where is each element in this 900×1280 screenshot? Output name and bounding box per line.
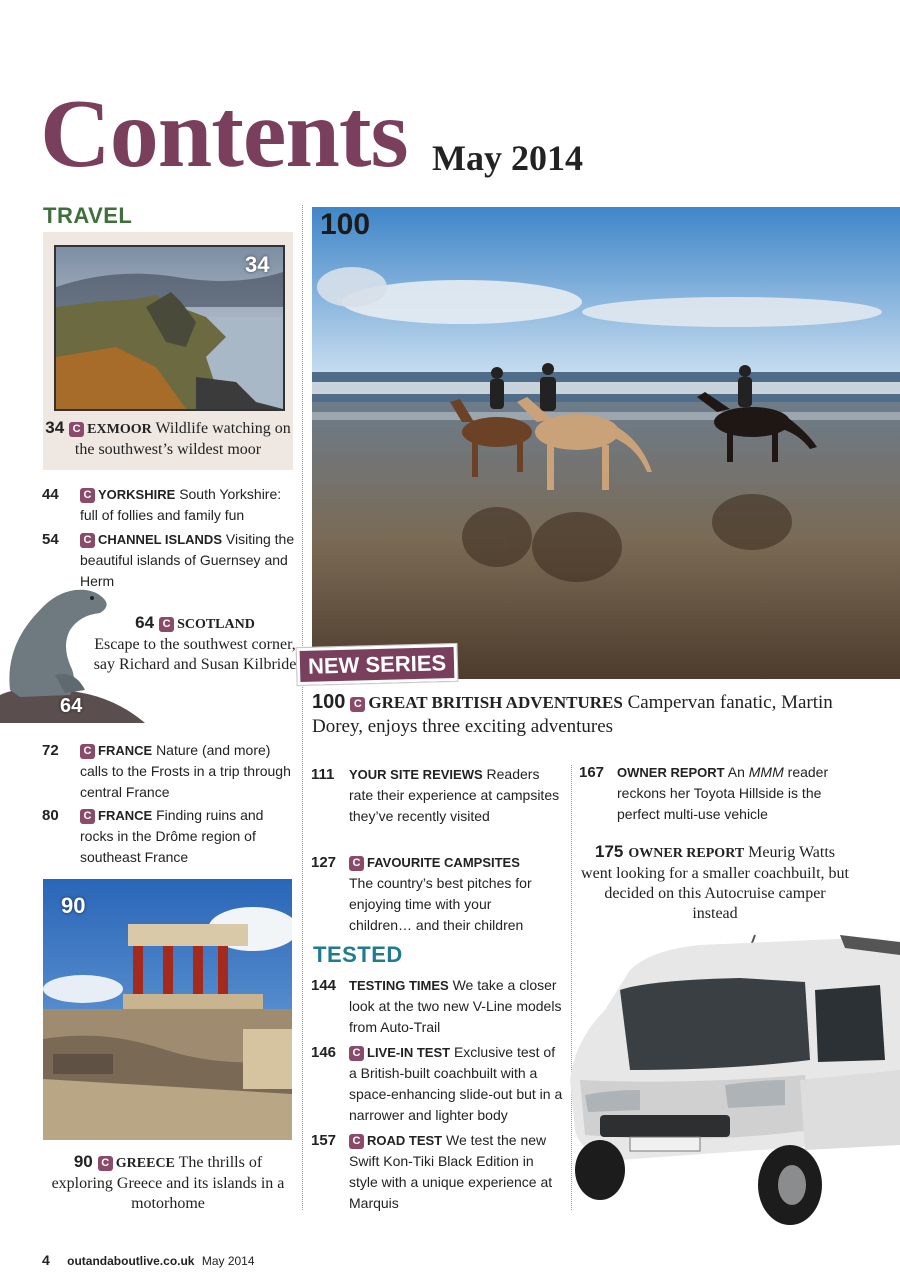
- c-badge-icon: C: [349, 1046, 364, 1061]
- owner1-page-number: 167: [579, 764, 605, 781]
- campervan-image: [560, 930, 900, 1230]
- page-title: Contents: [40, 80, 408, 188]
- footer-page-number: 4: [42, 1252, 50, 1268]
- owner1-description-pre: An: [727, 764, 745, 780]
- feature-photo: [312, 207, 900, 679]
- footer-website: outandaboutlive.co.uk: [67, 1254, 195, 1268]
- livein-page-number: 146: [311, 1044, 337, 1061]
- owner1-description-post: reader reckons her Toyota Hillside is the perfect multi-use vehicle: [617, 764, 829, 822]
- feature-page-number: 100: [312, 691, 346, 713]
- feature-keyword: GREAT BRITISH ADVENTURES: [368, 693, 623, 712]
- footer: [42, 1252, 255, 1268]
- reviews-keyword: YOUR SITE REVIEWS: [349, 767, 483, 782]
- exmoor-page-number: 34: [45, 418, 65, 437]
- live-in-test-entry[interactable]: [311, 1042, 564, 1126]
- c-badge-icon: C: [80, 744, 95, 759]
- greece-photo-number: 90: [61, 893, 86, 918]
- scotland-description: Escape to the southwest corner, say Richard and Susan Kilbride: [93, 636, 297, 673]
- owner2-keyword: OWNER REPORT: [628, 846, 745, 861]
- scotland-entry[interactable]: [90, 613, 300, 675]
- c-badge-icon: C: [350, 697, 365, 712]
- france2-keyword: FRANCE: [98, 808, 153, 823]
- channel-keyword: CHANNEL ISLANDS: [98, 532, 222, 547]
- exmoor-panel[interactable]: [43, 232, 293, 470]
- feature-entry[interactable]: [312, 690, 872, 739]
- campsites-description: The country’s best pitches for enjoying time with your children… and their children: [349, 875, 532, 933]
- livein-description: Exclusive test of a British-built coachbuilt with a space-enhancing slide-out but in a narrower and lighter body: [349, 1044, 563, 1123]
- france1-keyword: FRANCE: [98, 743, 153, 758]
- c-badge-icon: C: [349, 856, 364, 871]
- c-badge-icon: C: [80, 809, 95, 824]
- exmoor-entry: [43, 418, 293, 460]
- exmoor-keyword: EXMOOR: [87, 422, 152, 437]
- c-badge-icon: C: [80, 488, 95, 503]
- exmoor-description: Wildlife watching on the southwest’s wildest moor: [74, 420, 291, 458]
- beach-horses-image: [312, 207, 900, 679]
- scotland-photo-number: 64: [60, 695, 83, 717]
- greece-entry[interactable]: [43, 1152, 293, 1214]
- channel-page-number: 54: [42, 531, 59, 548]
- yorkshire-description: South Yorkshire: full of follies and family fun: [80, 486, 282, 523]
- c-badge-icon: C: [159, 617, 174, 632]
- france2-description: Finding ruins and rocks in the Drôme region of southeast France: [80, 807, 264, 865]
- greece-description: The thrills of exploring Greece and its islands in a motorhome: [51, 1154, 285, 1212]
- road-page-number: 157: [311, 1132, 337, 1149]
- yorkshire-keyword: YORKSHIRE: [98, 487, 176, 502]
- owner-report-167-entry[interactable]: [579, 762, 842, 825]
- new-series-badge: NEW SERIES: [297, 644, 458, 685]
- c-badge-icon: C: [349, 1134, 364, 1149]
- greece-page-number: 90: [73, 1152, 93, 1171]
- testing-page-number: 144: [311, 977, 337, 994]
- owner2-page-number: 175: [594, 842, 624, 861]
- c-badge-icon: C: [98, 1156, 113, 1171]
- testing-description: We take a closer look at the two new V-Line models from Auto-Trail: [349, 977, 562, 1035]
- yorkshire-entry[interactable]: [42, 484, 295, 526]
- c-badge-icon: C: [80, 533, 95, 548]
- section-heading-travel: TRAVEL: [43, 203, 133, 228]
- reviews-description: Readers rate their experience at campsites they’ve recently visited: [349, 766, 560, 824]
- scotland-keyword: SCOTLAND: [177, 617, 255, 632]
- footer-date: May 2014: [201, 1254, 255, 1268]
- issue-date: May 2014: [432, 138, 583, 178]
- feature-photo-number: 100: [320, 208, 371, 241]
- channel-description: Visiting the beautiful islands of Guernsey and Herm: [80, 531, 295, 589]
- feature-description-a: Campervan fanatic, Martin Dorey, enjoys three exciting adventures: [312, 692, 833, 737]
- france1-page-number: 72: [42, 742, 59, 759]
- section-heading-tested: TESTED: [313, 942, 403, 967]
- livein-keyword: LIVE-IN TEST: [367, 1045, 451, 1060]
- favourite-campsites-entry[interactable]: [311, 852, 544, 936]
- reviews-page-number: 111: [311, 766, 335, 783]
- road-test-entry[interactable]: [311, 1130, 554, 1214]
- france1-description: Nature (and more) calls to the Frosts in a trip through central France: [80, 742, 291, 800]
- yorkshire-page-number: 44: [42, 486, 59, 503]
- france-drome-entry[interactable]: [42, 805, 295, 868]
- campsites-page-number: 127: [311, 854, 337, 871]
- campsites-keyword: FAVOURITE CAMPSITES: [367, 855, 520, 870]
- owner2-description: Meurig Watts went looking for a smaller coachbuilt, but decided on this Autocruise camper instead: [581, 844, 849, 922]
- greece-keyword: GREECE: [115, 1156, 175, 1171]
- owner1-keyword: OWNER REPORT: [617, 765, 725, 780]
- c-badge-icon: C: [69, 422, 84, 437]
- france-central-entry[interactable]: [42, 740, 295, 803]
- column-divider-left: [302, 205, 303, 1210]
- france2-page-number: 80: [42, 807, 59, 824]
- owner1-description-em: MMM: [748, 764, 784, 780]
- road-keyword: ROAD TEST: [367, 1133, 443, 1148]
- road-description: We test the new Swift Kon-Tiki Black Edition in style with a unique experience at Marquis: [349, 1132, 553, 1211]
- scotland-page-number: 64: [135, 613, 155, 632]
- testing-keyword: TESTING TIMES: [349, 978, 449, 993]
- owner-report-175-entry[interactable]: [580, 842, 850, 924]
- exmoor-photo-number: 34: [245, 252, 270, 277]
- testing-times-entry[interactable]: [311, 975, 564, 1038]
- site-reviews-entry[interactable]: [311, 764, 564, 827]
- channel-islands-entry[interactable]: [42, 529, 295, 592]
